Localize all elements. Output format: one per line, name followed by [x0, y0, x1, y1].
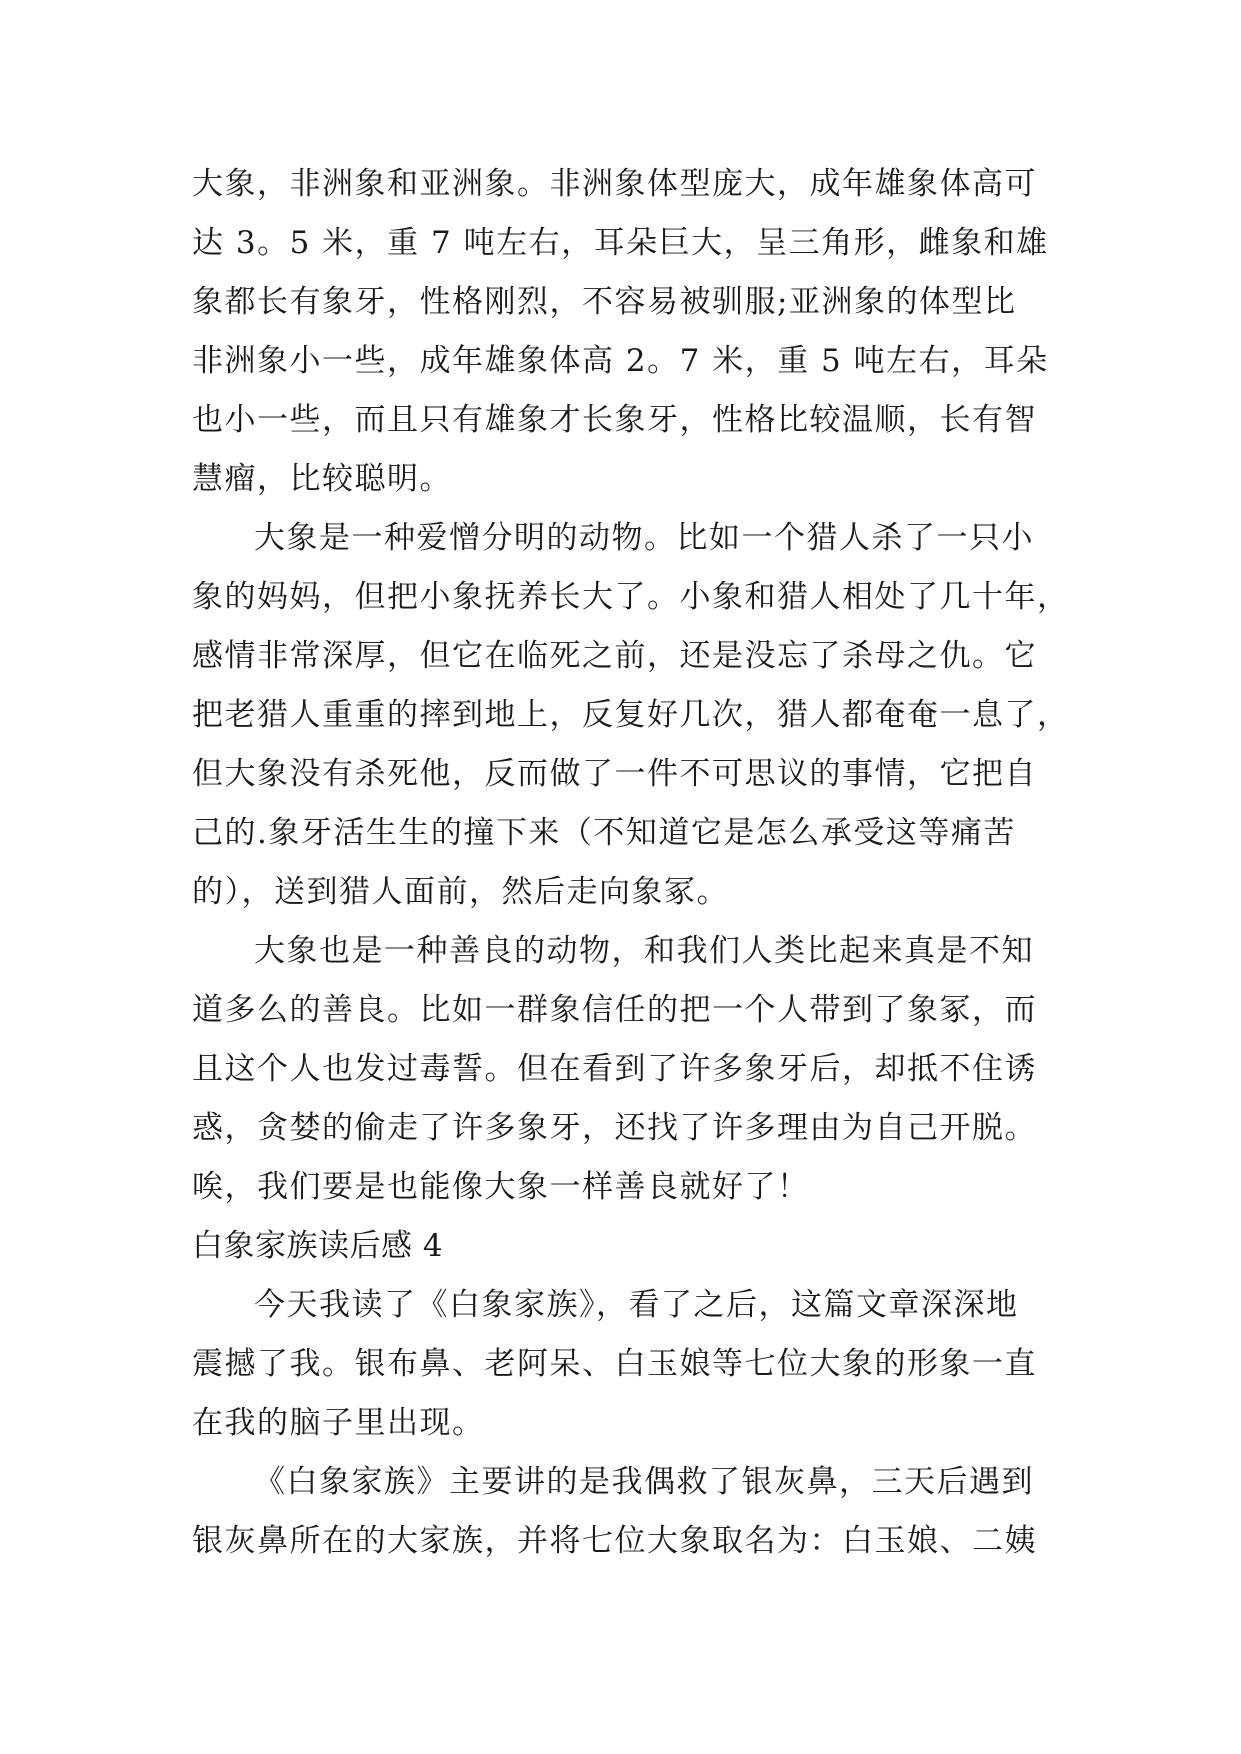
paragraph-5 — [192, 1453, 1072, 1571]
text-line: 唉，我们要是也能像大象一样善良就好了！ — [192, 1169, 810, 1205]
text-line: 《白象家族》主要讲的是我偶救了银灰鼻，三天后遇到 — [254, 1464, 1034, 1500]
text-line: 达 3。5 米，重 7 吨左右，耳朵巨大，呈三角形，雌象和雄 — [192, 225, 1049, 261]
text-line: 也小一些，而且只有雄象才长象牙，性格比较温顺，长有智 — [192, 402, 1037, 438]
text-line: 的），送到猎人面前，然后走向象冢。 — [192, 874, 729, 910]
text-line: 但大象没有杀死他，反而做了一件不可思议的事情，它把自 — [192, 756, 1037, 792]
text-line: 非洲象小一些，成年雄象体高 2。7 米，重 5 吨左右，耳朵 — [192, 343, 1049, 379]
text-line: 震撼了我。银布鼻、老阿呆、白玉娘等七位大象的形象一直 — [192, 1346, 1037, 1382]
text-line: 己的.象牙活生生的撞下来（不知道它是怎么承受这等痛苦 — [192, 815, 1016, 851]
text-line: 感情非常深厚，但它在临死之前，还是没忘了杀母之仇。它 — [192, 638, 1037, 674]
document-body — [192, 155, 1072, 1571]
paragraph-2 — [192, 509, 1072, 922]
text-line: 银灰鼻所在的大家族，并将七位大象取名为：白玉娘、二姨 — [192, 1523, 1037, 1559]
paragraph-3 — [192, 922, 1072, 1217]
text-line: 大象，非洲象和亚洲象。非洲象体型庞大，成年雄象体高可 — [192, 166, 1037, 202]
text-line: 象都长有象牙，性格刚烈，不容易被驯服;亚洲象的体型比 — [192, 284, 1017, 320]
text-line: 大象也是一种善良的动物，和我们人类比起来真是不知 — [254, 933, 1034, 969]
text-line: 惑，贪婪的偷走了许多象牙，还找了许多理由为自己开脱。 — [192, 1110, 1037, 1146]
text-line: 在我的脑子里出现。 — [192, 1405, 485, 1441]
text-line: 慧瘤，比较聪明。 — [192, 461, 452, 497]
text-line: 象的妈妈，但把小象抚养长大了。小象和猎人相处了几十年， — [192, 579, 1070, 615]
text-line: 大象是一种爱憎分明的动物。比如一个猎人杀了一只小 — [254, 520, 1034, 556]
paragraph-1 — [192, 155, 1072, 509]
text-line: 且这个人也发过毒誓。但在看到了许多象牙后，却抵不住诱 — [192, 1051, 1037, 1087]
section-heading: 白象家族读后感 4 — [192, 1228, 444, 1264]
text-line: 把老猎人重重的摔到地上，反复好几次，猎人都奄奄一息了， — [192, 697, 1070, 733]
text-line: 道多么的善良。比如一群象信任的把一个人带到了象冢，而 — [192, 992, 1037, 1028]
text-line: 今天我读了《白象家族》，看了之后，这篇文章深深地 — [254, 1287, 1019, 1323]
paragraph-4 — [192, 1276, 1072, 1453]
